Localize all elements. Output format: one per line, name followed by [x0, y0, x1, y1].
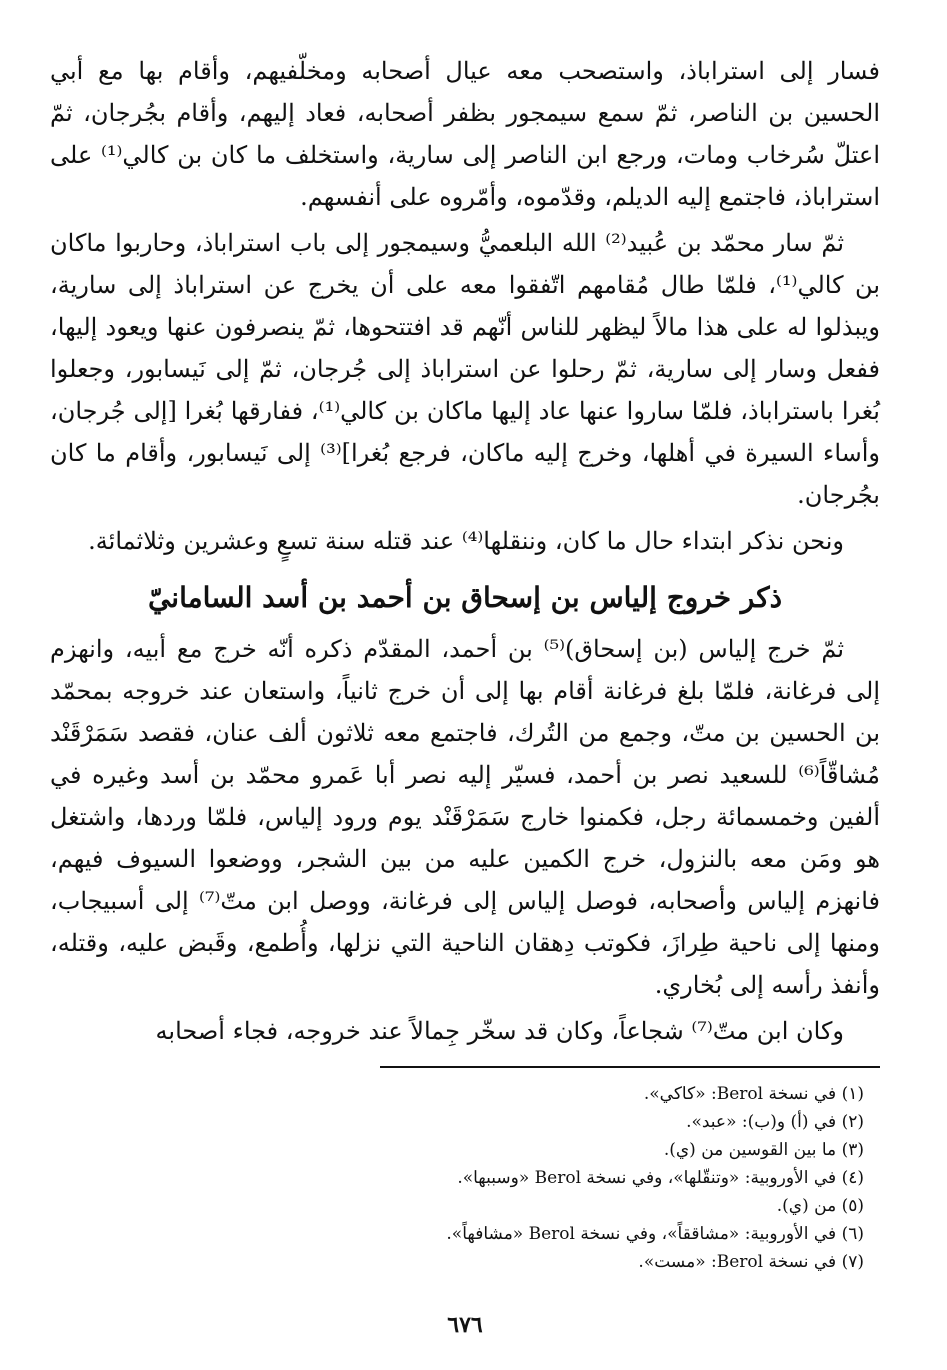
body-paragraph-4: ثمّ خرج إلياس (بن إسحاق)⁽⁵⁾ بن أحمد، المقدّم ذكره أنّه خرج مع أبيه، وانهزم إلى فرغانة، فلمّا بلغ فرغانة أقام بها إلى أن خرج ثانياً، واستعان عند خروجه بمحمّد بن الحسين بن متّ، وجمع من التُرك، فاجتمع معه ثلاثون ألف عنان، فقصد سَمَرْقَنْد مُشاقّاً⁽⁶⁾ للسعيد نصر بن أحمد، فسيّر إليه نصر أبا عَمرو محمّد بن أسد وغيره في ألفين وخمسمائة رجل، فكمنوا خارج سَمَرْقَنْد يوم ورود إلياس، فلمّا وردها، واشتغل هو ومَن معه بالنزول، خرج الكمين عليه من بين الشجر، ووضعوا السيوف فيهم، فانهزم إلياس وأصحابه، فوصل إلياس إلى فرغانة، ووصل ابن متّ⁽⁷⁾ إلى أسبيجاب، ومنها إلى ناحية طِرازَ، فكوتب دِهقان الناحية التي نزلها، وأُطمع، وقَبض عليه، وقتله، وأنفذ رأسه إلى بُخاري.: [50, 635, 881, 999]
body-paragraph-2: ثمّ سار محمّد بن عُبيد⁽²⁾ الله البلعميُّ وسيمجور إلى باب استراباذ، وحاربوا ماكان بن كالي⁽¹⁾، فلمّا طال مُقامهم اتّفقوا معه على أن يخرج عن استراباذ إلى سارية، ويبذلوا له على هذا مالاً ليظهر للناس أنّهم قد افتتحوها، ثمّ ينصرفون عنها ويعود إليها، ففعل وسار إلى سارية، ثمّ رحلوا عن استراباذ إلى جُرجان، ثمّ إلى نَيسابور، وجعلوا بُغرا باستراباذ، فلمّا ساروا عنها عاد إليها ماكان بن كالي⁽¹⁾، ففارقها بُغرا [إلى جُرجان، وأساء السيرة في أهلها، وخرج إليه ماكان، فرجع بُغرا]⁽³⁾ إلى نَيسابور، وأقام ما كان بجُرجان.: [50, 229, 881, 509]
footnote-2: (٢) في (أ) و(ب): «عبد».: [686, 1112, 864, 1132]
body-paragraph-5: وكان ابن متّ⁽⁷⁾ شجاعاً، وكان قد سخّر جِمالاً عند خروجه، فجاء أصحابه: [155, 1017, 844, 1045]
body-paragraph-1: فسار إلى استراباذ، واستصحب معه عيال أصحابه ومخلّفيهم، وأقام بها مع أبي الحسين بن الناصر، ثمّ سمع سيمجور بظفر أصحابه، فعاد إليهم، وأقام بجُرجان، ثمّ اعتلّ سُرخاب ومات، ورجع ابن الناصر إلى سارية، واستخلف ما كان بن كالي⁽¹⁾ على استراباذ، فاجتمع إليه الديلم، وقدّموه، وأمّروه على أنفسهم.: [50, 57, 880, 211]
footnote-3: (٣) ما بين القوسين من (ي).: [663, 1140, 864, 1160]
footnote-5: (٥) من (ي).: [776, 1196, 864, 1216]
footnote-4: (٤) في الأوروبية: «وتنقّلها»، وفي نسخة Berol «وسببها».: [457, 1168, 864, 1188]
footnotes-list: [50, 1080, 880, 1276]
footnote-divider: [380, 1066, 880, 1068]
section-heading: ذكر خروج إلياس بن إسحاق بن أحمد بن أسد السامانيّ: [147, 581, 783, 614]
footnote-7: (٧) في نسخة Berol: «مست».: [638, 1252, 864, 1272]
page-number: ٦٧٦: [447, 1312, 483, 1338]
book-page: [50, 50, 880, 1340]
footnote-1: (١) في نسخة Berol: «كاكي».: [643, 1084, 864, 1104]
body-paragraph-3: ونحن نذكر ابتداء حال ما كان، وننقلها⁽⁴⁾ عند قتله سنة تسعٍ وعشرين وثلاثمائة.: [88, 527, 844, 555]
footnote-6: (٦) في الأوروبية: «مشاققاً»، وفي نسخة Berol «مشافهاً».: [446, 1224, 864, 1244]
